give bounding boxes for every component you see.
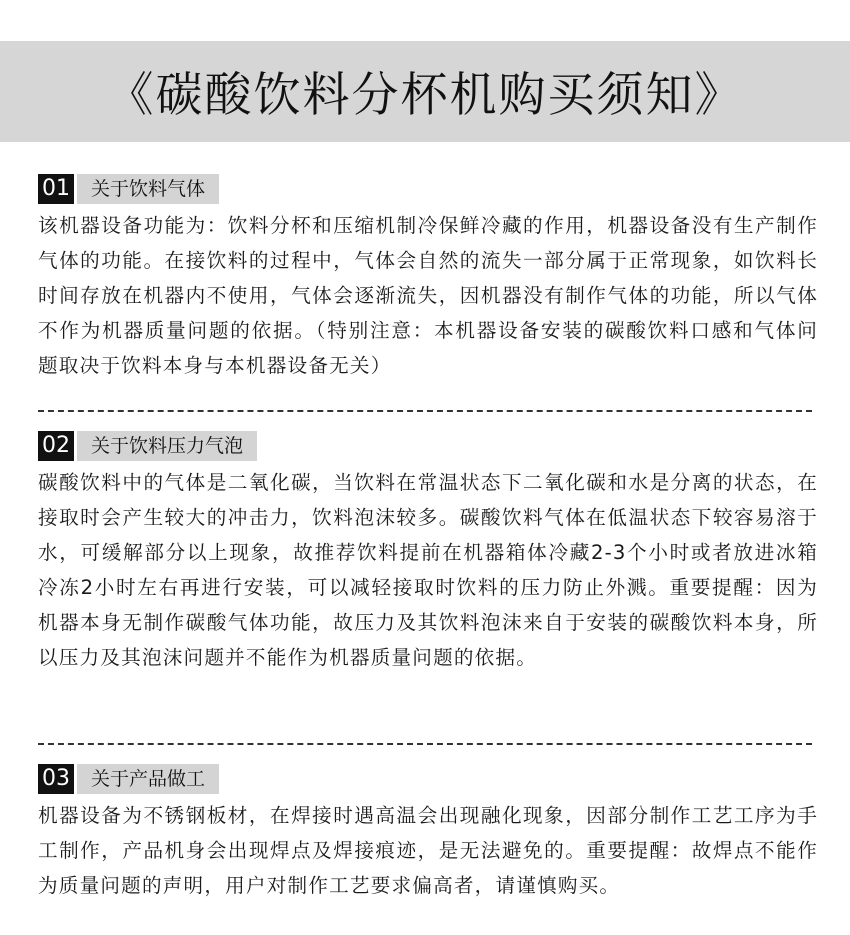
- title-banner: [0, 41, 850, 142]
- page-title: 《碳酸饮料分杯机购买须知》: [106, 68, 744, 123]
- section-header: [38, 431, 818, 461]
- section-header: [38, 174, 818, 204]
- section-workmanship: [38, 764, 818, 903]
- section-number-badge: 02: [38, 431, 74, 461]
- section-header: [38, 764, 818, 794]
- section-heading: 关于饮料压力气泡: [77, 431, 257, 461]
- section-number-badge: 01: [38, 174, 74, 204]
- dashed-divider: [38, 743, 812, 745]
- section-heading: 关于饮料气体: [77, 174, 219, 204]
- section-body: 碳酸饮料中的气体是二氧化碳，当饮料在常温状态下二氧化碳和水是分离的状态，在接取时会产生较大的冲击力，饮料泡沫较多。碳酸饮料气体在低温状态下较容易溶于水，可缓解部分以上现象，故推荐饮料提前在机器箱体冷藏2-3个小时或者放进冰箱冷冻2小时左右再进行安装，可以减轻接取时饮料的压力防止外溅。重要提醒：因为机器本身无制作碳酸气体功能，故压力及其饮料泡沫来自于安装的碳酸饮料本身，所以压力及其泡沫问题并不能作为机器质量问题的依据。: [38, 471, 818, 669]
- section-body: 机器设备为不锈钢板材，在焊接时遇高温会出现融化现象，因部分制作工艺工序为手工制作，产品机身会出现焊点及焊接痕迹，是无法避免的。重要提醒：故焊点不能作为质量问题的声明，用户对制作工艺要求偏高者，请谨慎购买。: [38, 804, 818, 897]
- section-body: 该机器设备功能为：饮料分杯和压缩机制冷保鲜冷藏的作用，机器设备没有生产制作气体的功能。在接饮料的过程中，气体会自然的流失一部分属于正常现象，如饮料长时间存放在机器内不使用，气体会逐渐流失，因机器没有制作气体的功能，所以气体不作为机器质量问题的依据。（特别注意：本机器设备安装的碳酸饮料口感和气体问题取决于饮料本身与本机器设备无关）: [38, 214, 818, 377]
- section-heading: 关于产品做工: [77, 764, 219, 794]
- section-gas: [38, 174, 818, 383]
- section-pressure-bubbles: [38, 431, 818, 675]
- dashed-divider: [38, 410, 812, 412]
- section-number-badge: 03: [38, 764, 74, 794]
